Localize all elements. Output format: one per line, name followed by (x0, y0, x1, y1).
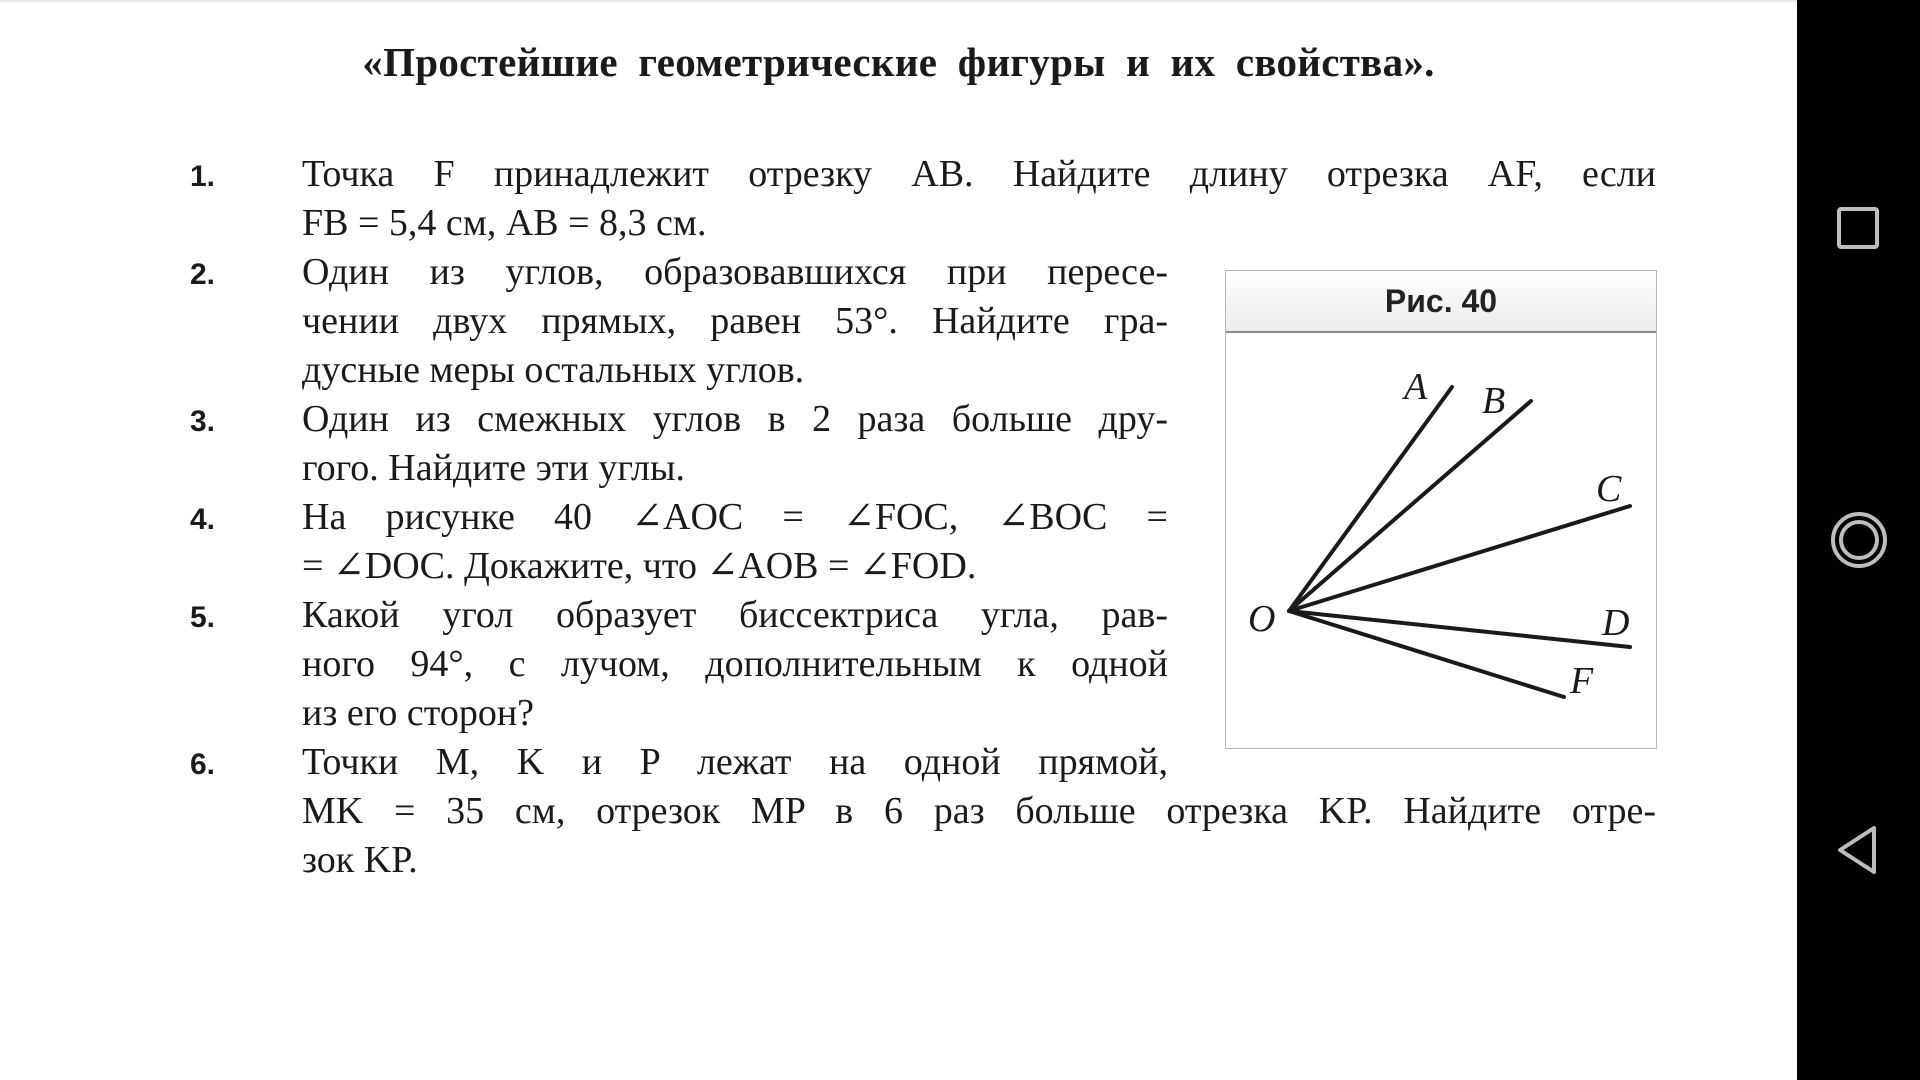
ray-oc (1289, 506, 1630, 611)
ray-label-f: F (1570, 660, 1594, 702)
page-title: «Простейшие геометрические фигуры и их свойства». (362, 39, 1435, 85)
problem-line: MK = 35 см, отрезок MP в 6 раз больше отрезка KP. Найдите отре- (302, 790, 1656, 832)
figure-40 (1225, 270, 1657, 749)
ray-oa (1289, 387, 1452, 611)
home-icon (1828, 509, 1890, 571)
ray-label-c: C (1596, 468, 1622, 510)
problem-line: Один из углов, образовавшихся при пересе- (302, 251, 1168, 293)
back-icon (1828, 819, 1890, 881)
figure-caption: Рис. 40 (1226, 271, 1656, 333)
problem-line: Точки M, K и P лежат на одной прямой, (302, 741, 1168, 783)
recent-apps-button[interactable] (1828, 198, 1890, 260)
figure-diagram (1226, 333, 1655, 747)
problem-line: гого. Найдите эти углы. (302, 447, 685, 489)
problem-line: дусные меры остальных углов. (302, 349, 805, 391)
problem-number: 4. (190, 503, 216, 536)
ray-ob (1289, 401, 1531, 611)
problem-line: Какой угол образует биссектриса угла, рав- (302, 594, 1168, 636)
problem-line: Точка F принадлежит отрезку AB. Найдите длину отрезка AF, если (302, 153, 1656, 195)
top-divider (0, 0, 1797, 2)
home-button[interactable] (1828, 509, 1890, 571)
problem-line: FB = 5,4 см, AB = 8,3 см. (302, 202, 707, 244)
problem-number: 5. (190, 601, 216, 634)
ray-label-b: B (1482, 380, 1506, 422)
problem-number: 1. (190, 160, 216, 193)
problem-line: ного 94°, с лучом, дополнительным к одной (302, 643, 1168, 685)
vertex-label-o: O (1248, 598, 1276, 640)
back-button[interactable] (1828, 819, 1890, 881)
problem-number: 3. (190, 405, 216, 438)
problem-line: Один из смежных углов в 2 раза больше дру- (302, 398, 1168, 440)
problem-line: из его сторон? (302, 692, 535, 734)
ray-label-d: D (1602, 602, 1630, 644)
recent-apps-icon (1828, 198, 1890, 260)
problem-line: зок KP. (302, 839, 418, 881)
navigation-bar (1797, 0, 1920, 1080)
problem-line: чении двух прямых, равен 53°. Найдите гра- (302, 300, 1168, 342)
problem-line: = ∠DOC. Докажите, что ∠AOB = ∠FOD. (302, 545, 977, 587)
problem-number: 2. (190, 258, 216, 291)
problem-number: 6. (190, 748, 216, 781)
ray-label-a: A (1404, 366, 1428, 408)
problem-line: На рисунке 40 ∠AOC = ∠FOC, ∠BOC = (302, 496, 1168, 538)
